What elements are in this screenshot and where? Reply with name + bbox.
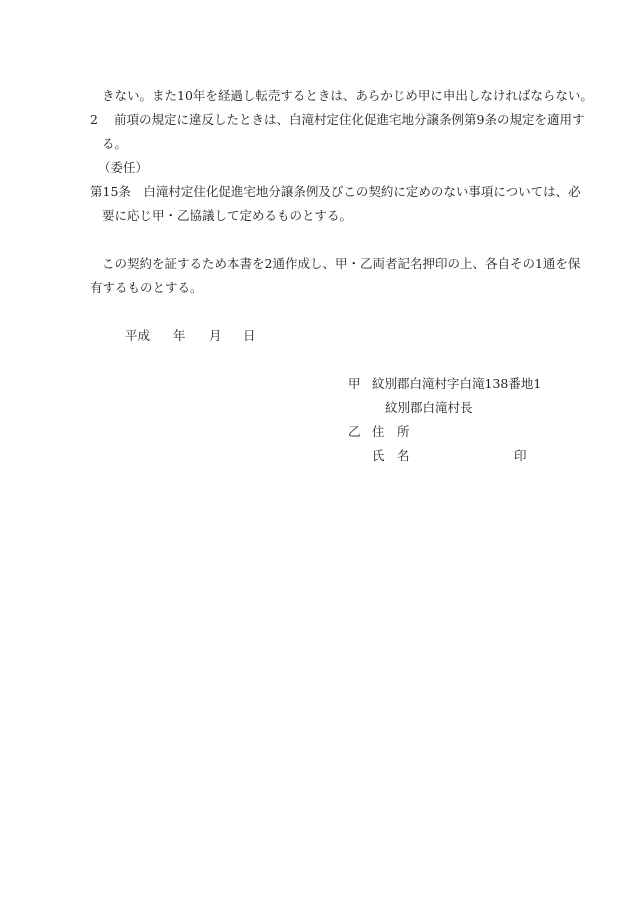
article-heading: （委任） [98, 160, 149, 175]
article-number: 第15条 [90, 184, 131, 199]
date-month: 月 [209, 328, 222, 343]
closing-line-2: 有するものとする。 [90, 280, 203, 295]
party-a-mark: 甲 [348, 376, 361, 391]
clause-2-continuation: る。 [102, 136, 128, 151]
seal-mark: 印 [514, 448, 527, 463]
clause-2-number: 2 [90, 112, 98, 127]
date-year: 年 [173, 328, 186, 343]
closing-line-1: この契約を証するため本書を2通作成し、甲・乙両者記名押印の上、各自その1通を保 [102, 256, 581, 271]
article-15-continuation: 要に応じ甲・乙協議して定めるものとする。 [102, 208, 353, 223]
article-15 [90, 184, 581, 200]
party-b-mark: 乙 [348, 424, 361, 439]
clause-2 [90, 112, 584, 128]
clause-2-text: 前項の規定に違反したときは、白滝村定住化促進宅地分譲条例第9条の規定を適用す [114, 112, 585, 127]
party-b-address-label: 住 所 [372, 424, 410, 439]
article-text: 白滝村定住化促進宅地分譲条例及びこの契約に定めのない事項については、必 [143, 184, 581, 199]
date-era: 平成 [125, 328, 151, 343]
clause-line-1: きない。また10年を経過し転売するときは、あらかじめ甲に申出しなければならない。 [102, 88, 593, 103]
party-a-title: 紋別郡白滝村長 [385, 400, 473, 415]
date-day: 日 [243, 328, 256, 343]
party-b-name-label: 氏 名 [372, 448, 410, 463]
party-a-address: 紋別郡白滝村字白滝138番地1 [372, 376, 542, 391]
